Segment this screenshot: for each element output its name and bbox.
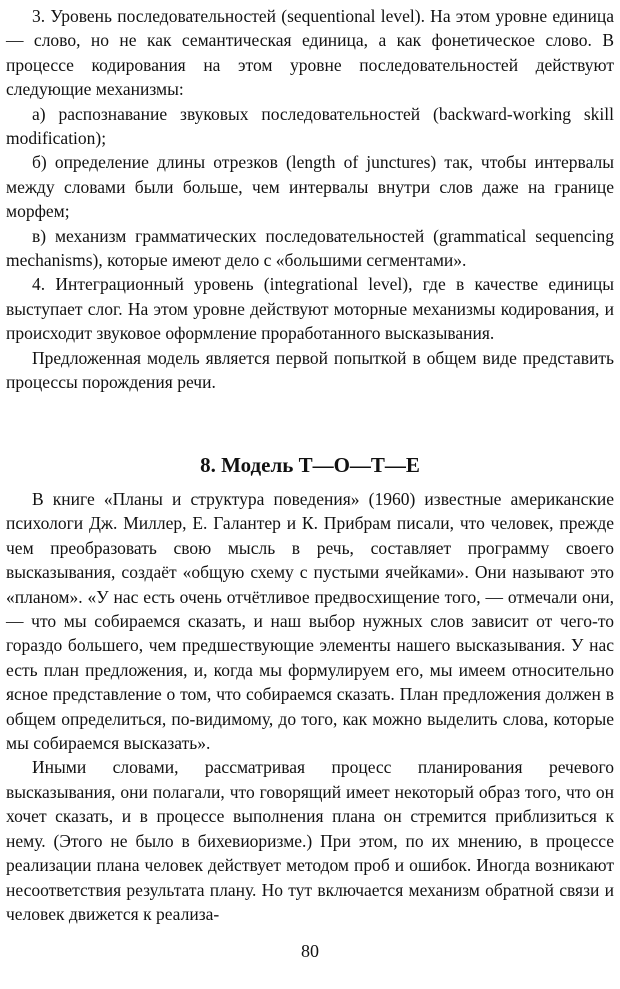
upper-text-block [6,4,614,395]
paragraph-item-c: в) механизм грамматических последовательностей (grammatical sequencing mechanisms), которые имеют дело с «большими сегментами». [6,225,614,271]
paragraph-sequential-level: 3. Уровень последовательностей (sequentional level). На этом уровне единица — слово, но не как семантическая единица, а как фонетическое слово. В процессе кодирования на этом уровне последовательностей действуют следующие механизмы: [6,6,614,100]
page-number: 80 [301,941,319,961]
paragraph-item-a: а) распознавание звуковых последовательностей (backward-working skill modification); [6,103,614,149]
section-heading: 8. Модель Т—О—Т—Е [200,453,420,477]
paragraph-model-summary: Предложенная модель является первой попыткой в общем виде представить процессы порождения речи. [6,347,614,393]
paragraph-item-b: б) определение длины отрезков (length of junctures) так, чтобы интервалы между словами были больше, чем интервалы внутри слов даже на границе морфем; [6,152,614,222]
paragraph-plans-book: В книге «Планы и структура поведения» (1960) известные американские психологи Дж. Миллер, Е. Галантер и К. Прибрам писали, что человек, прежде чем преобразовать свою мысль в речь, составляет программу своего высказывания, создаёт «общую схему с пустыми ячейками». Они называют это «планом». «У нас есть очень отчётливое предвосхищение того, — отмечали они, — что мы собираемся сказать, и наш выбор нужных слов зависит от чего-то гораздо большего, чем предшествующие элементы нашего высказывания. У нас есть план предложения, и, когда мы формулируем его, мы имеем относительно ясное представление о том, что собираемся сказать. План предложения должен в общем определиться, по-видимому, до того, как можно выделить слова, которые мы собираемся высказать». [6,489,614,754]
paragraph-in-other-words: Иными словами, рассматривая процесс планирования речевого высказывания, они полагали, что говорящий имеет некоторый образ того, что он хочет сказать, и в процессе выполнения плана он стремится приблизиться к нему. (Этого не было в бихевиоризме.) При этом, по их мнению, в процессе реализации плана человек действует методом проб и ошибок. Иногда возникают несоответствия результата плану. Но тут включается механизм обратной связи и человек движется к реализа- [6,757,614,924]
paragraph-integrational-level: 4. Интеграционный уровень (integrational level), где в качестве единицы выступает слог. На этом уровне действуют моторные механизмы кодирования, и происходит звуковое оформление проработанного высказывания. [6,274,614,344]
lower-text-block [6,487,614,926]
